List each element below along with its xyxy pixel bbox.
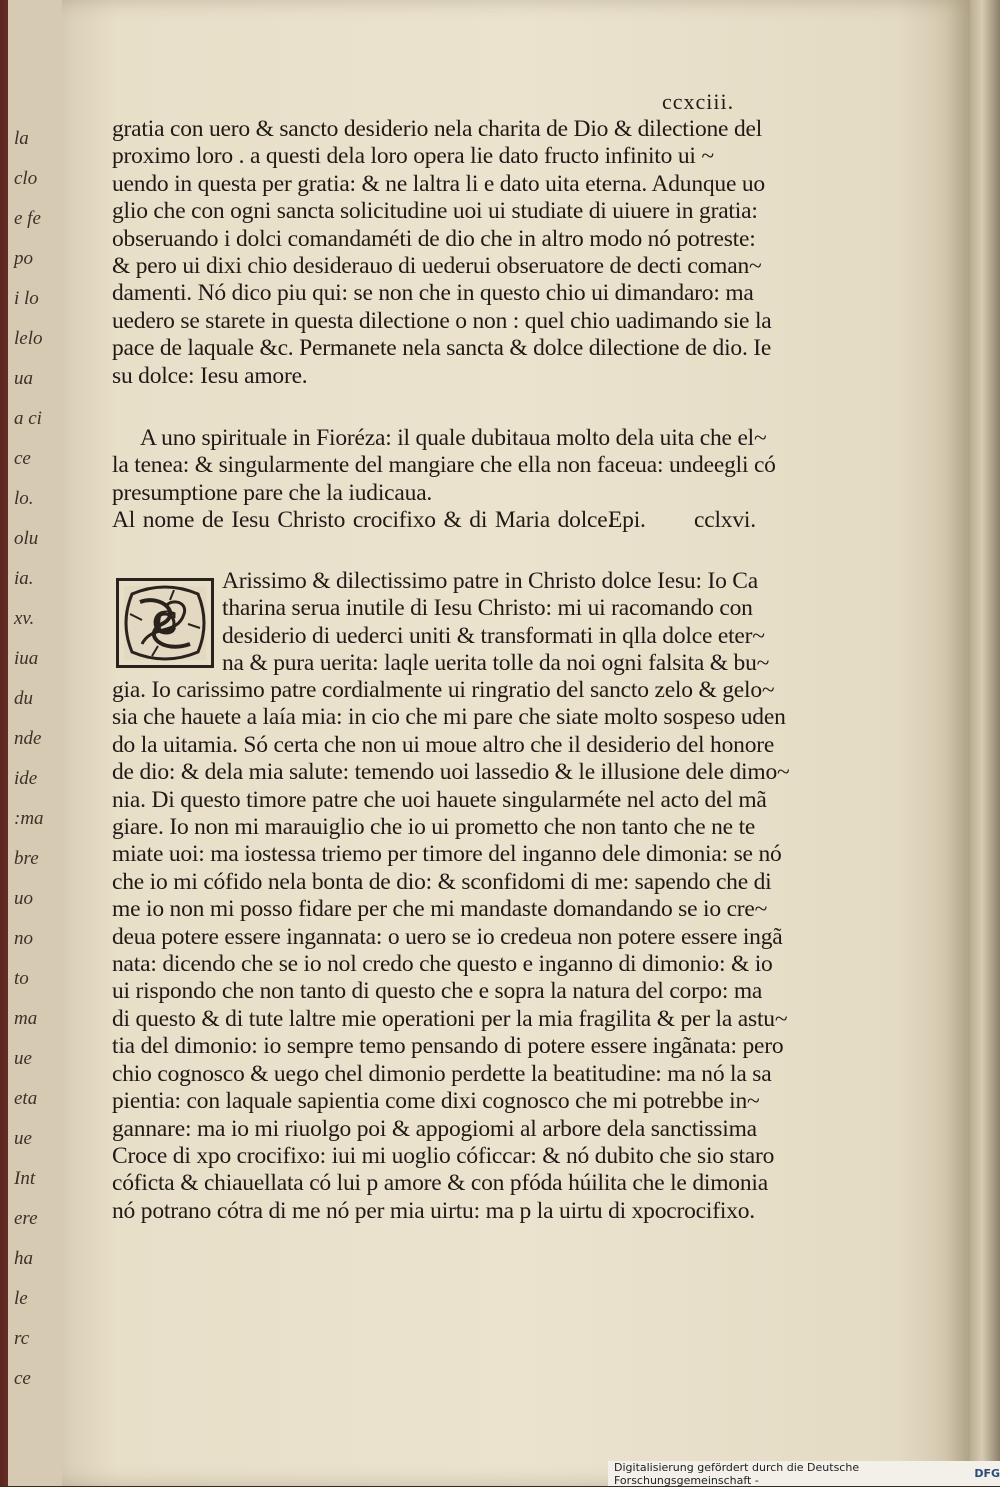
margin-fragment: ere xyxy=(14,1208,38,1229)
text-line: proximo loro . a questi dela loro opera lie dato fructo infinito ui ~ xyxy=(112,143,714,170)
text-line: su dolce: Iesu amore. xyxy=(112,362,308,389)
text-line: pientia: con laquale sapientia come dixi cognosco che mi potrebbe in~ xyxy=(112,1088,760,1115)
epistle-label: Epi. xyxy=(608,507,646,533)
margin-fragment: eta xyxy=(14,1088,38,1109)
text-line: uedero se starete in questa dilectione o non : quel chio uadimando sie la xyxy=(112,307,772,334)
text-line: damenti. Nó dico piu qui: se non che in questo chio ui dimandaro: ma xyxy=(112,280,754,307)
text-line: A uno spirituale in Fioréza: il quale dubitaua molto dela uita che el~ xyxy=(140,425,767,451)
margin-fragment: lelo xyxy=(14,328,43,349)
folio-number: ccxciii. xyxy=(662,89,735,114)
text-line: obseruando i dolci comandaméti de dio che in altro modo nó potreste: xyxy=(112,225,756,252)
text-line: miate uoi: ma iostessa triemo per timore del inganno dele dimonia: se nó xyxy=(112,841,782,868)
margin-fragment: lo. xyxy=(14,488,34,509)
margin-fragment: la xyxy=(14,128,29,149)
margin-fragment: uo xyxy=(14,888,33,909)
margin-fragment: bre xyxy=(14,848,39,869)
text-line: sia che hauete a laía mia: in cio che mi pare che siate molto sospeso uden xyxy=(112,704,786,731)
digitization-footer xyxy=(608,1461,1000,1486)
text-line: desiderio di uederci uniti & transformati in qlla dolce eter~ xyxy=(222,622,765,649)
heading-title: Al nome de Iesu Christo crocifixo & di Maria dolce. xyxy=(112,507,614,533)
page-edge xyxy=(970,0,1000,1486)
margin-fragment: rc xyxy=(14,1328,30,1349)
text-line: chio cognosco & uego chel dimonio perdette la beatitudine: ma nó la sa xyxy=(112,1060,772,1087)
text-line: di questo & di tute laltre mie operationi per la mia fragilita & per la astu~ xyxy=(112,1005,788,1032)
margin-fragment: olu xyxy=(14,528,39,549)
margin-fragment: ce xyxy=(14,1368,31,1389)
text-line: gratia con uero & sancto desiderio nela charita de Dio & dilectione del xyxy=(112,116,763,142)
margin-fragment: xv. xyxy=(14,608,35,629)
text-line: ui rispondo che non tanto di questo che e sopra la natura del corpo: ma xyxy=(112,978,763,1005)
text-line: gannare: ma io mi riuolgo poi & appogiomi al arbore dela sanctissima xyxy=(112,1115,757,1142)
text-line: na & pura uerita: laqle uerita tolle da noi ogni falsita & bu~ xyxy=(222,650,770,677)
text-line: me io non mi posso fidare per che mi mandaste domandando se io cre~ xyxy=(112,896,768,923)
text-line: tharina serua inutile di Iesu Christo: mi ui racomando con xyxy=(222,595,753,622)
margin-fragment: no xyxy=(14,928,33,949)
margin-fragment: ue xyxy=(14,1048,32,1069)
margin-fragment: a ci xyxy=(14,408,42,429)
letter-body xyxy=(112,677,790,1225)
margin-fragment: e fe xyxy=(14,208,41,229)
margin-fragment: ha xyxy=(14,1248,33,1269)
margin-fragment: du xyxy=(14,688,33,709)
decorated-initial xyxy=(116,578,214,668)
margin-fragment: clo xyxy=(14,168,38,189)
margin-fragment: ide xyxy=(14,768,38,789)
svg-text:C: C xyxy=(152,604,178,642)
margin-fragment: ia. xyxy=(14,568,34,589)
paragraph-continuation xyxy=(112,116,772,390)
text-line: che io mi cófido nela bonta de dio: & sconfidomi di me: sapendo che di xyxy=(112,868,772,895)
text-line: tia del dimonio: io sempre temo pensando di potere essere ingãnata: pero xyxy=(112,1033,784,1060)
text-line: & pero ui dixi chio desiderauo di uederui obseruatore de decti coman~ xyxy=(112,253,762,280)
text-line: giare. Io non mi marauiglio che io ui prometto che non tanto che ne te xyxy=(112,814,756,841)
margin-fragment: nde xyxy=(14,728,42,749)
margin-fragment: ce xyxy=(14,448,31,469)
dfg-logo: DFG xyxy=(974,1467,1000,1480)
margin-fragment: iua xyxy=(14,648,39,669)
text-line: cóficta & chiauellata có lui p amore & con pfóda húilita che le dimonia xyxy=(112,1170,768,1197)
text-line: gia. Io carissimo patre cordialmente ui ringratio del sancto zelo & gelo~ xyxy=(112,677,775,703)
margin-fragment: po xyxy=(14,248,33,269)
margin-fragment: to xyxy=(14,968,29,989)
margin-fragment: ue xyxy=(14,1128,32,1149)
margin-fragment: le xyxy=(14,1288,28,1309)
text-line: pace de laquale &c. Permanete nela sancta & dolce dilectione de dio. Ie xyxy=(112,335,772,362)
margin-fragment: i lo xyxy=(14,288,39,309)
margin-fragment: Int xyxy=(14,1168,36,1189)
margin-fragment: ua xyxy=(14,368,33,389)
text-line: Arissimo & dilectissimo patre in Christo dolce Iesu: Io Ca xyxy=(222,568,759,594)
text-line: do la uitamia. Só certa che non ui moue altro che il desiderio del honore xyxy=(112,731,775,758)
text-line: glio che con ogni sancta solicitudine uoi ui studiate di uiuere in gratia: xyxy=(112,198,758,225)
letter-heading xyxy=(112,507,756,534)
initial-ornament-icon xyxy=(122,584,208,662)
text-line: la tenea: & singularmente del mangiare che ella non faceua: undeegli có xyxy=(112,452,776,479)
text-line: de dio: & dela mia salute: temendo uoi lassedio & le illusione dele dimo~ xyxy=(112,759,790,786)
text-line: uendo in questa per gratia: & ne laltra li e dato uita eterna. Adunque uo xyxy=(112,170,765,197)
margin-fragment: :ma xyxy=(14,808,44,829)
footer-text: Digitalisierung gefördert durch die Deutsche Forschungsgemeinschaft - xyxy=(614,1460,860,1487)
letter-address-paragraph xyxy=(112,425,776,507)
epistle-number: cclxvi. xyxy=(694,507,756,533)
margin-fragment: ma xyxy=(14,1008,38,1029)
letter-opening-lines xyxy=(222,568,769,678)
text-line: deua potere essere ingannata: o uero se io credeua non potere essere ingã xyxy=(112,923,783,950)
text-line: Croce di xpo crocifixo: iui mi uoglio cóficcar: & nó dubito che sio staro xyxy=(112,1142,775,1169)
facing-page-margin xyxy=(8,0,66,1486)
text-line: nata: dicendo che se io nol credo che questo e inganno di dimonio: & io xyxy=(112,951,773,978)
text-line: nia. Di questo timore patre che uoi hauete singularméte nel acto del mã xyxy=(112,786,767,813)
text-line: nó potrano cótra di me nó per mia uirtu: ma p la uirtu di xpocrocifixo. xyxy=(112,1197,755,1224)
text-line: presumptione pare che la iudicaua. xyxy=(112,479,433,506)
